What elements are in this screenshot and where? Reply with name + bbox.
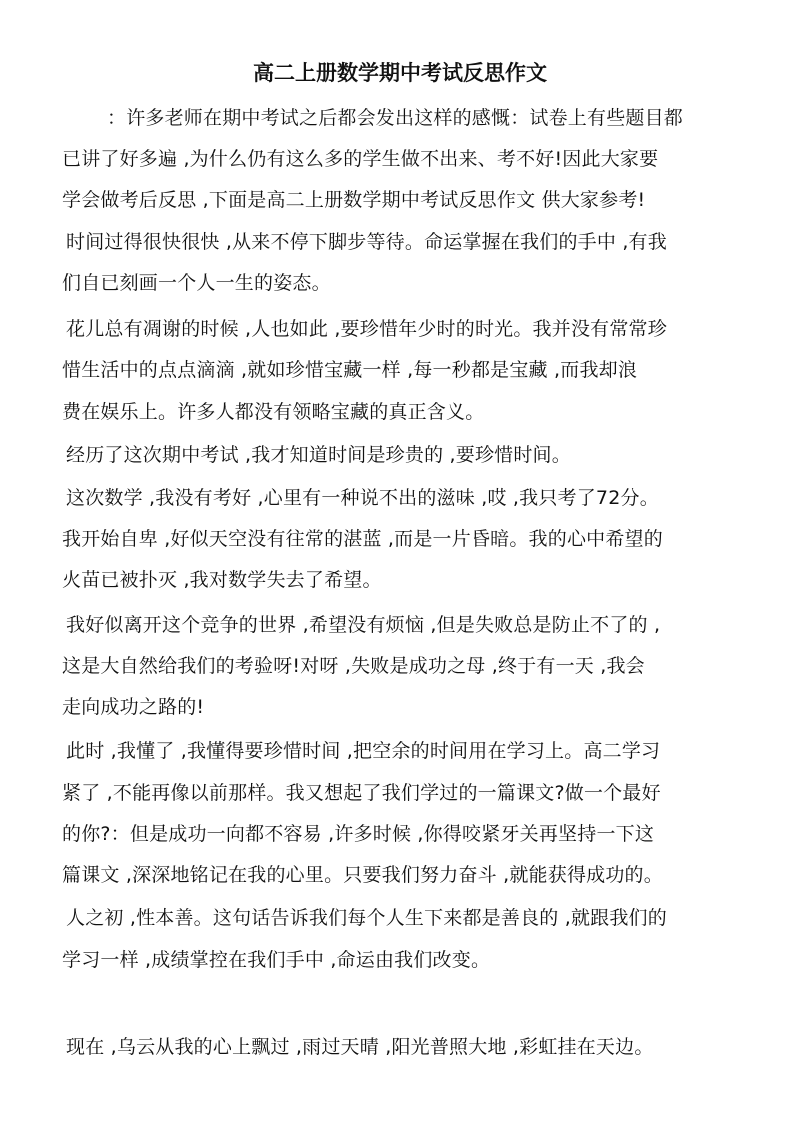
text-line: 现在 ,乌云从我的心上飘过 ,雨过天晴 ,阳光普照大地 ,彩虹挂在天边。 <box>66 1036 654 1058</box>
text-line: 人之初 ,性本善。这句话告诉我们每个人生下来都是善良的 ,就跟我们的 <box>66 907 667 929</box>
text-line: ：许多老师在期中考试之后都会发出这样的感慨：试卷上有些题目都 <box>107 107 684 129</box>
text-line: 学习一样 ,成绩掌控在我们手中 ,命运由我们改变。 <box>62 949 491 971</box>
text-line: 们自已刻画一个人一生的姿态。 <box>62 272 331 294</box>
text-line: 火苗已被扑灭 ,我对数学失去了希望。 <box>62 569 382 591</box>
text-line: 费在娱乐上。许多人都没有领略宝藏的真正含义。 <box>62 401 485 423</box>
text-line: 走向成功之路的! <box>62 696 205 718</box>
text-line: 已讲了好多遍 ,为什么仍有这么多的学生做不出来、考不好!因此大家要 <box>62 148 659 170</box>
text-line: 惜生活中的点点滴滴 ,就如珍惜宝藏一样 ,每一秒都是宝藏 ,而我却浪 <box>62 359 638 381</box>
text-line: 经历了这次期中考试 ,我才知道时间是珍贵的 ,要珍惜时间。 <box>66 444 571 466</box>
text-line: 此时 ,我懂了 ,我懂得要珍惜时间 ,把空余的时间用在学习上。高二学习 <box>66 740 661 762</box>
text-line: 紧了 ,不能再像以前那样。我又想起了我们学过的一篇课文?做一个最好 <box>62 782 661 804</box>
text-line: 篇课文 ,深深地铭记在我的心里。只要我们努力奋斗 ,就能获得成功的。 <box>62 864 663 886</box>
text-line: 这次数学 ,我没有考好 ,心里有一种说不出的滋味 ,哎 ,我只考了72分。 <box>66 487 659 509</box>
text-line: 花儿总有凋谢的时候 ,人也如此 ,要珍惜年少时的时光。我并没有常常珍 <box>66 318 667 340</box>
text-line: 学会做考后反思 ,下面是高二上册数学期中考试反思作文 供大家参考! <box>62 189 646 211</box>
text-line: 时间过得很快很快 ,从来不停下脚步等待。命运掌握在我们的手中 ,有我 <box>66 231 667 253</box>
document-title: 高二上册数学期中考试反思作文 <box>253 60 547 85</box>
text-line: 我开始自卑 ,好似天空没有往常的湛蓝 ,而是一片昏暗。我的心中希望的 <box>62 528 663 550</box>
text-line: 我好似离开这个竞争的世界 ,希望没有烦恼 ,但是失败总是防止不了的 , <box>66 614 661 636</box>
text-line: 这是大自然给我们的考验呀!对呀 ,失败是成功之母 ,终于有一天 ,我会 <box>62 655 645 677</box>
text-line: 的你?：但是成功一向都不容易 ,许多时候 ,你得咬紧牙关再坚持一下这 <box>62 823 655 845</box>
